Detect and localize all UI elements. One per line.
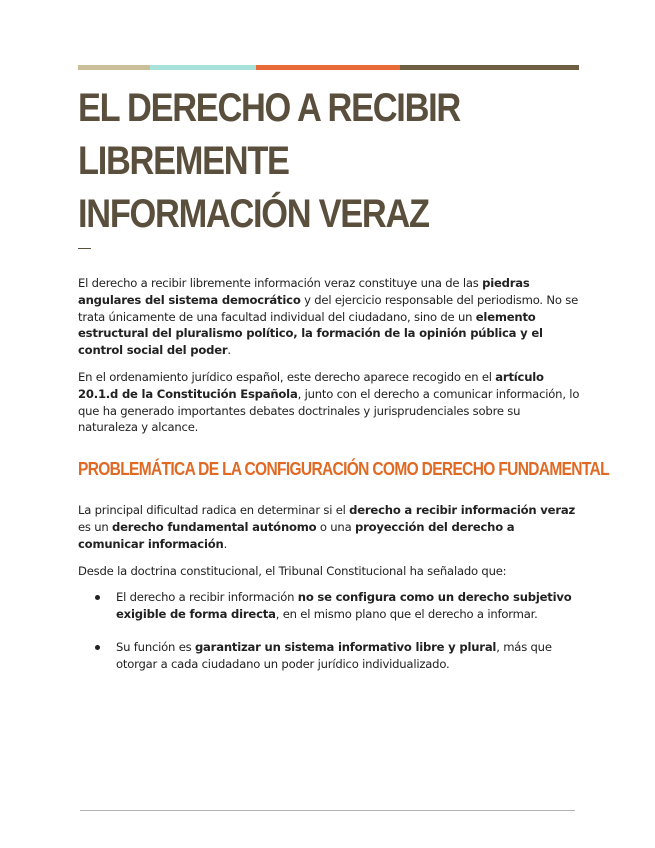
title-underline-dash [78,248,91,249]
bold-text-run: piedras angulares del sistema democrático [78,276,530,307]
footer-rule [80,810,575,811]
paragraph [78,502,582,552]
color-bar-segment-3 [256,65,400,70]
color-bar-segment-2 [150,65,256,70]
top-color-bar [78,65,579,70]
text-run: , en el mismo plano que el derecho a informar. [275,607,538,622]
paragraph [78,369,582,436]
text-run: El derecho a recibir información [116,590,298,605]
bullet-list [78,589,582,672]
text-run: . [223,536,228,551]
bold-text-run: proyección del derecho a comunicar información [78,519,515,551]
bold-text-run: elemento estructural del pluralismo político, la formación de la opinión pública y el control social del poder [78,309,543,358]
paragraph [78,275,582,359]
text-run: , junto con el derecho a comunicar información, lo que ha generado importantes debates doctrinales y jurisprudenciales sobre su naturaleza y alcance. [78,386,580,435]
text-run: La principal dificultad radica en determinar si el [78,503,350,518]
color-bar-segment-1 [78,65,150,70]
text-run: Su función es [116,639,195,654]
text-run: , más que otorgar a cada ciudadano un poder jurídico individualizado. [116,639,552,671]
bold-text-run: artículo 20.1.d de la Constitución Española [78,369,544,401]
section-body [78,502,582,579]
bullet-dot-icon [95,645,100,650]
color-bar-segment-4 [400,65,579,70]
text-run: Desde la doctrina constitucional, el Tribunal Constitucional ha señalado que: [78,563,507,578]
bullet-item [78,639,582,673]
section-heading: PROBLEMÁTICA DE LA CONFIGURACIÓN COMO DERECHO FUNDAMENTAL [78,458,609,480]
document-title: EL DERECHO A RECIBIR LIBREMENTE INFORMACIÓN VERAZ [78,86,460,236]
bold-text-run: no se configura como un derecho subjetivo exigible de forma directa [116,590,572,622]
bullet-dot-icon [95,595,100,600]
bold-text-run: garantizar un sistema informativo libre y plural [194,639,497,654]
bold-text-run: derecho fundamental autónomo [112,519,317,534]
paragraph [78,563,582,580]
document-body [78,275,609,689]
text-run: En el ordenamiento jurídico español, este derecho aparece recogido en el [78,369,496,384]
bold-text-run: derecho a recibir información veraz [349,503,576,518]
text-run: es un [78,519,113,534]
text-run: y del ejercicio responsable del periodismo. No se trata únicamente de una facultad individual del ciudadano, sino de un [78,292,579,324]
text-run: . [227,343,231,358]
text-run: o una [316,519,355,534]
bullet-item [78,589,582,623]
intro-section [78,275,582,436]
text-run: El derecho a recibir libremente información veraz constituye una de las [78,276,483,290]
